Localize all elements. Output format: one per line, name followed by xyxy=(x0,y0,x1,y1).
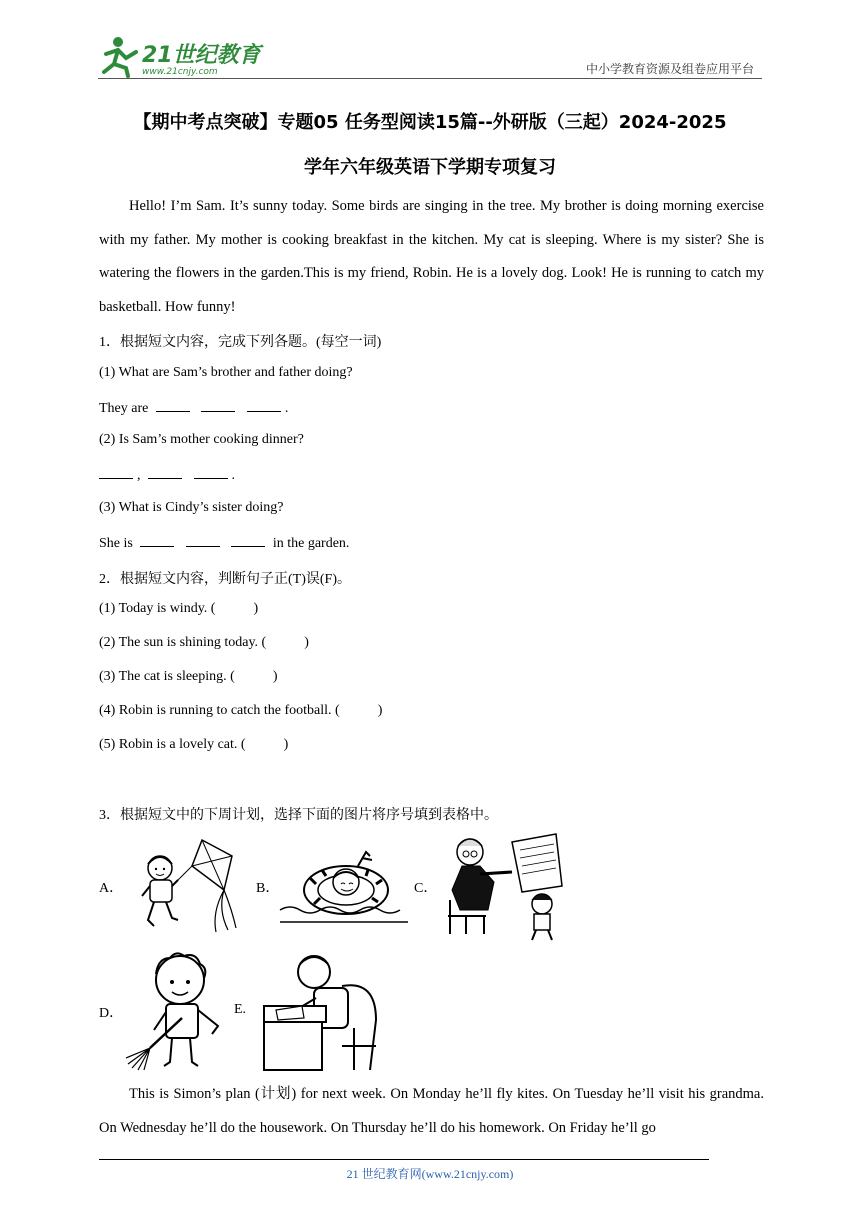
q1-item2-answer xyxy=(99,466,235,484)
answer-blank[interactable] xyxy=(247,399,281,412)
q1-item3-question: (3) What is Cindy’s sister doing? xyxy=(99,500,284,515)
q2-item xyxy=(99,669,277,685)
tf-close-paren: ) xyxy=(253,601,259,616)
runner-logo-icon xyxy=(96,34,261,78)
q1-instruction: 1．根据短文内容，完成下列各题。(每空一词) xyxy=(99,335,382,350)
page-title-line2: 学年六年级英语下学期专项复习 xyxy=(304,157,556,178)
q2-item xyxy=(99,703,382,719)
image-label-b: B． xyxy=(256,881,280,896)
answer-blank[interactable] xyxy=(140,534,174,547)
q2-item xyxy=(99,737,288,753)
site-logo xyxy=(96,34,261,78)
answer-blank[interactable] xyxy=(194,466,228,479)
tf-close-paren: ) xyxy=(272,669,278,684)
answer-blank[interactable] xyxy=(156,399,190,412)
image-label-c: C． xyxy=(414,881,438,896)
image-label-e: E. xyxy=(234,1002,247,1017)
answer-suffix: . xyxy=(284,401,289,416)
kite-boy-image xyxy=(132,836,242,936)
footer-divider xyxy=(99,1159,709,1160)
swimming-child-image xyxy=(280,846,410,930)
header-divider xyxy=(98,78,762,79)
tf-statement: (1) Today is windy. ( xyxy=(99,601,216,616)
answer-blank[interactable] xyxy=(99,466,133,479)
tf-close-paren: ) xyxy=(304,635,309,650)
q1-item1-answer xyxy=(99,399,288,417)
header-platform-text: 中小学教育资源及组卷应用平台 xyxy=(585,62,754,76)
tf-statement: (5) Robin is a lovely cat. ( xyxy=(99,737,246,752)
grandma-reading-image xyxy=(440,830,570,942)
answer-blank[interactable] xyxy=(201,399,235,412)
tf-close-paren: ) xyxy=(377,703,383,718)
q2-item xyxy=(99,635,309,651)
answer-suffix: . xyxy=(231,468,235,483)
reading-passage-1: Hello! I’m Sam. It’s sunny today. Some birds are singing in the tree. My brother is doing morning exercise with my father. My mother is cooking breakfast in the kitchen. My cat is sleeping. Where is my sister? She is watering the flowers in the garden.This is my friend, Robin. He is a lovely dog. Look! He is running to catch my basketball. How funny! xyxy=(99,198,764,315)
tf-statement: (2) The sun is shining today. ( xyxy=(99,635,267,650)
homework-desk-image xyxy=(258,950,382,1074)
q3-instruction: 3．根据短文中的下周计划，选择下面的图片将序号填到表格中。 xyxy=(99,808,498,823)
q1-item1-question: (1) What are Sam’s brother and father doing? xyxy=(99,365,353,380)
tf-statement: (4) Robin is running to catch the football. ( xyxy=(99,703,340,718)
q2-instruction: 2．根据短文内容，判断句子正(T)误(F)。 xyxy=(99,572,351,587)
svg-text:www.21cnjy.com: www.21cnjy.com xyxy=(142,67,218,77)
svg-text:21世纪教育: 21世纪教育 xyxy=(142,43,261,68)
answer-prefix: She is xyxy=(99,536,133,551)
footer-source: 21 世纪教育网(www.21cnjy.com) xyxy=(346,1167,514,1181)
tf-statement: (3) The cat is sleeping. ( xyxy=(99,669,235,684)
boy-sweeping-image xyxy=(126,948,230,1072)
tf-close-paren: ) xyxy=(283,737,289,752)
answer-prefix: They are xyxy=(99,401,149,416)
answer-blank[interactable] xyxy=(231,534,265,547)
answer-comma: , xyxy=(137,468,141,483)
q1-item2-question: (2) Is Sam’s mother cooking dinner? xyxy=(99,432,304,447)
q1-item3-answer xyxy=(99,534,349,552)
page-title-line1: 【期中考点突破】专题05 任务型阅读15篇--外研版（三起）2024-2025 xyxy=(133,112,727,133)
answer-suffix: in the garden. xyxy=(272,536,350,551)
reading-passage-2: This is Simon’s plan (计划) for next week. On Monday he’ll fly kites. On Tuesday he’ll visit his grandma. On Wednesday he’ll do the housework. On Thursday he’ll do his homework. On Friday he’ll go xyxy=(99,1086,764,1136)
answer-blank[interactable] xyxy=(148,466,182,479)
answer-blank[interactable] xyxy=(186,534,220,547)
image-label-d: D． xyxy=(99,1006,124,1021)
q2-item xyxy=(99,601,258,617)
image-label-a: A． xyxy=(99,881,124,896)
